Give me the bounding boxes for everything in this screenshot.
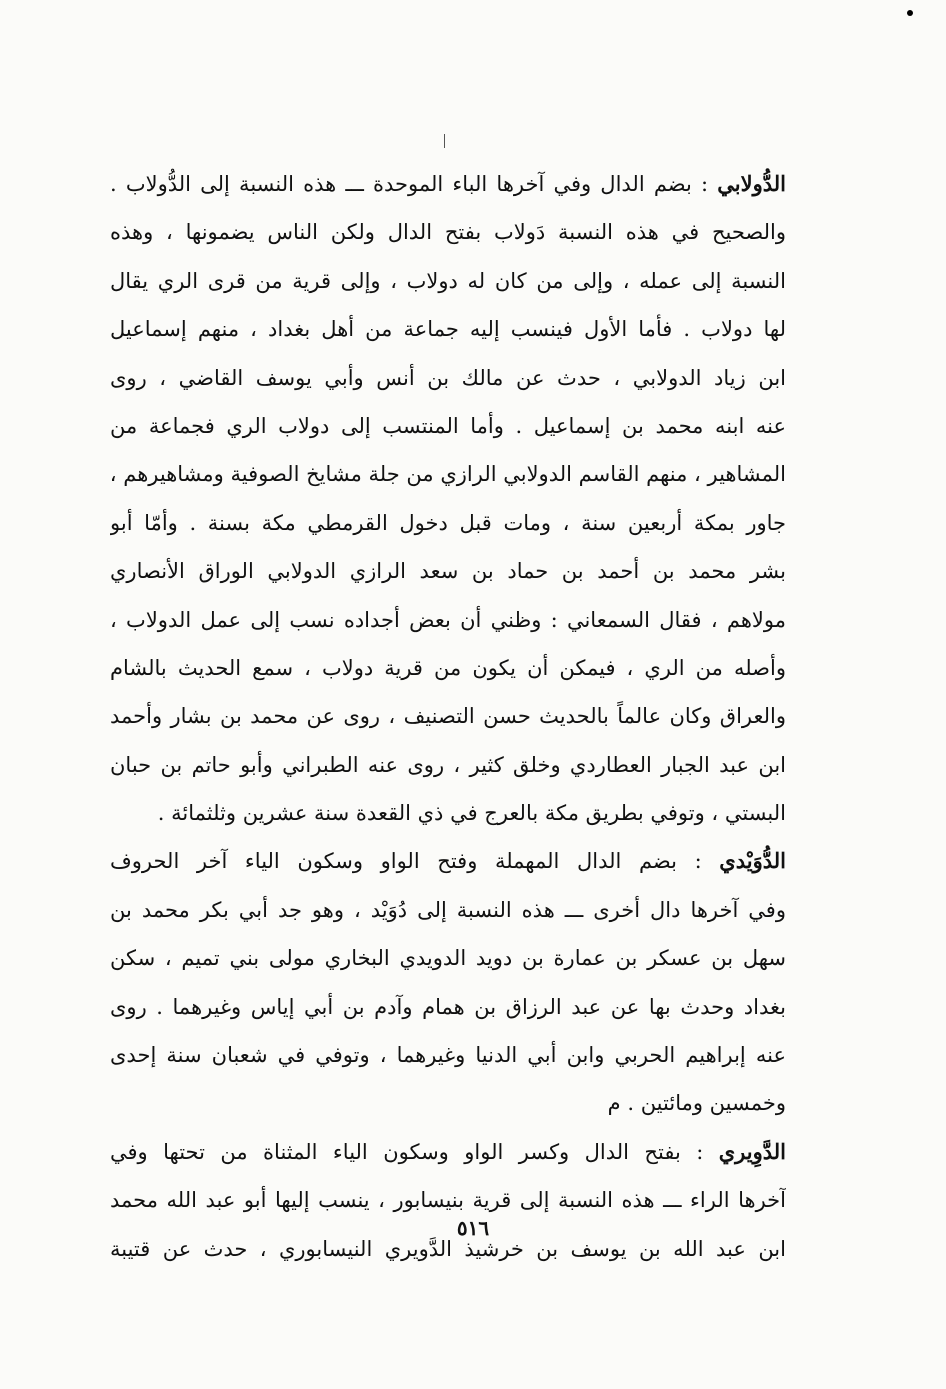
- text-line: مولاهم ، فقال السمعاني : وظني أن بعض أجداده نسب إلى عمل الدولاب ،: [110, 607, 786, 632]
- text-line: عنه إبراهيم الحربي وابن أبي الدنيا وغيرهما ، وتوفي في شعبان سنة إحدى: [110, 1043, 786, 1068]
- entry-duwaydi-heading-line: [110, 837, 786, 885]
- entry-text: : بضم الدال وفي آخرها الباء الموحدة ـــ هذه النسبة إلى الدُّولاب .: [110, 172, 718, 196]
- text-line: بشر محمد بن أحمد بن حماد بن سعد الرازي الدولابي الوراق الأنصاري: [110, 559, 786, 584]
- page-number: ٥١٦: [456, 1216, 490, 1240]
- text-line: وأصله من الري ، فيمكن أن يكون من قرية دولاب ، سمع الحديث بالشام: [110, 655, 786, 680]
- ink-speck: [907, 10, 913, 16]
- text-line: النسبة إلى عمله ، وإلى من كان له دولاب ، وإلى قرية من قرى الري يقال: [110, 268, 786, 293]
- text-line: البستي ، وتوفي بطريق مكة بالعرج في ذي القعدة سنة عشرين وثلثمائة .: [157, 801, 786, 826]
- text-line: لها دولاب . فأما الأول فينسب إليه جماعة من أهل بغداد ، منهم إسماعيل: [110, 317, 786, 342]
- text-line: والعراق وكان عالماً بالحديث حسن التصنيف ، روى عن محمد بن بشار وأحمد: [110, 704, 786, 729]
- entry-text: : بفتح الدال وكسر الواو وسكون الياء المثناة من تحتها وفي: [110, 1139, 719, 1164]
- text-line: بغداد وحدث بها عن عبد الرزاق بن همام وآدم بن أبي إياس وغيرهما . روى: [110, 994, 786, 1019]
- ink-mark: [444, 134, 445, 148]
- entry-dawiri-heading-line: [110, 1128, 786, 1176]
- text-line: ابن عبد الله بن يوسف بن خرشيذ الدَّويري النيسابوري ، حدث عن قتيبة: [110, 1236, 786, 1261]
- text-line: سهل بن عسكر بن عمارة بن دويد الدويدي البخاري مولى بني تميم ، سكن: [110, 946, 786, 971]
- entry-dulabi-heading-line: [110, 160, 786, 208]
- entry-heading: الدُّوَيْدي: [719, 848, 786, 874]
- text-line: جاور بمكة أربعين سنة ، ومات قبل دخول القرمطي مكة بسنة . وأمّا أبو: [110, 510, 786, 535]
- entry-text: : بضم الدال المهملة وفتح الواو وسكون الياء آخر الحروف: [110, 849, 720, 874]
- entry-heading: الدَّوِيري: [718, 1138, 786, 1164]
- text-line: وفي آخرها دال أخرى ـــ هذه النسبة إلى دُوَيْد ، وهو جد أبي بكر محمد بن: [110, 897, 786, 922]
- entry-heading: الدُّولابي: [717, 171, 786, 196]
- text-line: وخمسين ومائتين . م: [607, 1091, 786, 1116]
- text-line: ابن زياد الدولابي ، حدث عن مالك بن أنس وأبي يوسف القاضي ، روى: [110, 365, 786, 390]
- text-line: المشاهير ، منهم القاسم الدولابي الرازي من جلة مشايخ الصوفية ومشاهيرهم ،: [110, 462, 786, 487]
- text-line: آخرها الراء ـــ هذه النسبة إلى قرية بنيسابور ، ينسب إليها أبو عبد الله محمد: [110, 1188, 786, 1213]
- page-body: [110, 160, 786, 1273]
- text-line: ابن عبد الجبار العطاردي وخلق كثير ، روى عنه الطبراني وأبو حاتم بن حبان: [110, 752, 786, 777]
- text-line: عنه ابنه محمد بن إسماعيل . وأما المنتسب إلى دولاب الري فجماعة من: [110, 413, 786, 438]
- text-line: والصحيح في هذه النسبة دَولاب بفتح الدال ولكن الناس يضمونها ، وهذه: [110, 220, 786, 245]
